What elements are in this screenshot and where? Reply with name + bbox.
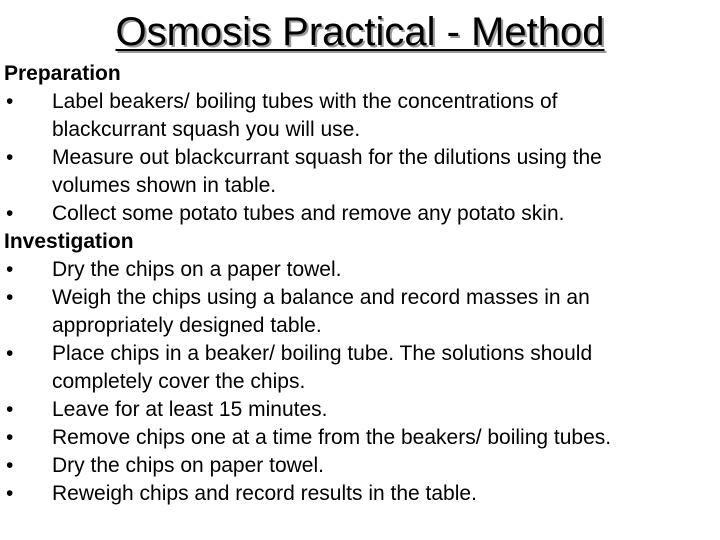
list-item-line: Collect some potato tubes and remove any potato skin. <box>52 202 565 225</box>
list-item <box>4 396 718 424</box>
list-item <box>4 144 718 200</box>
bullet-icon: • <box>6 342 14 365</box>
bullet-icon: • <box>6 398 14 421</box>
list-item-line: volumes shown in table. <box>52 174 277 197</box>
list-item-line: Dry the chips on a paper towel. <box>52 258 342 281</box>
list-item <box>4 340 718 396</box>
method-content <box>4 60 718 508</box>
bullet-icon: • <box>6 454 14 477</box>
list-item <box>4 256 718 284</box>
list-item-line: Label beakers/ boiling tubes with the concentrations of <box>52 90 558 113</box>
list-item-line: Leave for at least 15 minutes. <box>52 398 328 421</box>
list-item-text <box>52 340 718 396</box>
list-item-text <box>52 144 718 200</box>
list-item <box>4 88 718 144</box>
slide-title: Osmosis Practical - Method <box>115 10 605 54</box>
list-item-text <box>52 88 718 144</box>
list-item <box>4 424 718 452</box>
list-item-line: Reweigh chips and record results in the table. <box>52 482 477 505</box>
list-item-line: completely cover the chips. <box>52 370 306 393</box>
bullet-icon: • <box>6 286 14 309</box>
bullet-icon: • <box>6 482 14 505</box>
section-heading: Preparation <box>4 62 121 85</box>
list-item-line: Measure out blackcurrant squash for the dilutions using the <box>52 146 602 169</box>
bullet-icon: • <box>6 258 14 281</box>
list-item-text <box>52 284 718 340</box>
list-item-text <box>52 424 718 452</box>
list-item-text <box>52 256 718 284</box>
list-item-text <box>52 480 718 508</box>
bullet-icon: • <box>6 90 14 113</box>
list-item-line: Dry the chips on paper towel. <box>52 454 324 477</box>
list-item <box>4 452 718 480</box>
list-item-line: blackcurrant squash you will use. <box>52 118 361 141</box>
list-item-text <box>52 452 718 480</box>
list-item-line: Weigh the chips using a balance and record masses in an <box>52 286 590 309</box>
list-item-text <box>52 396 718 424</box>
bullet-icon: • <box>6 146 14 169</box>
list-item-line: appropriately designed table. <box>52 314 322 337</box>
bullet-icon: • <box>6 426 14 449</box>
list-item <box>4 480 718 508</box>
list-item-line: Place chips in a beaker/ boiling tube. The solutions should <box>52 342 593 365</box>
list-item <box>4 284 718 340</box>
list-item <box>4 200 718 228</box>
list-item-text <box>52 200 718 228</box>
list-item-line: Remove chips one at a time from the beakers/ boiling tubes. <box>52 426 612 449</box>
section-heading: Investigation <box>4 230 134 253</box>
bullet-icon: • <box>6 202 14 225</box>
